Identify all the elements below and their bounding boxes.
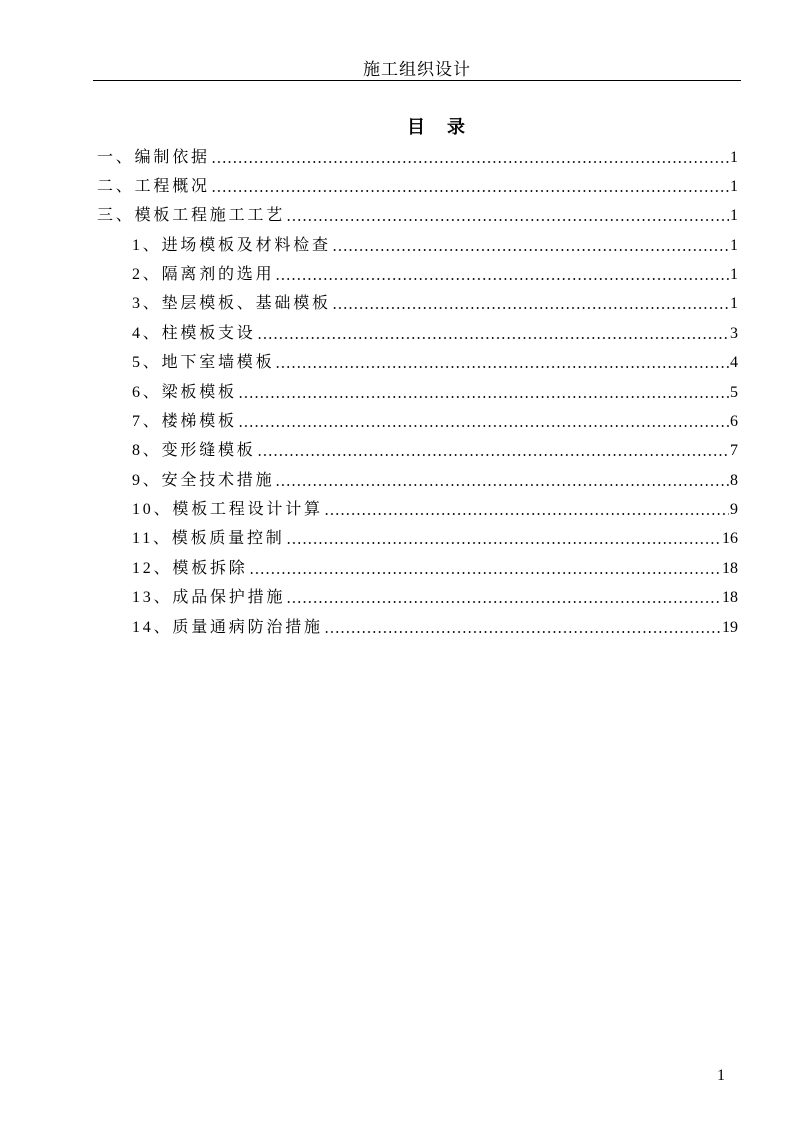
toc-entry-page: 7: [730, 442, 738, 460]
toc-subentry: [93, 436, 741, 465]
toc-leader-dots: [332, 231, 729, 260]
page-number: 1: [717, 1067, 725, 1084]
toc-entry-page: 6: [730, 412, 738, 430]
toc-entry-page: 9: [730, 501, 738, 518]
toc-entry-label: 1、进场模板及材料检查: [132, 236, 331, 254]
toc-subentry: [93, 466, 741, 495]
toc-entry-label: 12、模板拆除: [132, 559, 248, 577]
toc-leader-dots: [257, 319, 729, 348]
toc-entry-page: 19: [722, 618, 738, 636]
toc-entry-page: 18: [722, 559, 738, 577]
toc-subentry: [93, 524, 741, 553]
toc-title: 目 录: [407, 117, 467, 137]
toc-entry-label: 2、隔离剂的选用: [132, 266, 275, 283]
toc-entry-page: 4: [730, 354, 738, 372]
toc-subentry: [93, 613, 741, 642]
toc-leader-dots: [249, 554, 721, 583]
toc-subentry: [93, 378, 741, 407]
toc-entry-page: 18: [722, 589, 738, 607]
header-rule: [93, 80, 741, 81]
toc-leader-dots: [286, 524, 721, 553]
toc-entry-label: 6、梁板模板: [132, 383, 237, 401]
toc-entry-page: 5: [730, 383, 738, 401]
toc-leader-dots: [238, 378, 729, 407]
toc-leader-dots: [211, 143, 729, 172]
toc-subentry: [93, 583, 741, 612]
toc-subentry: [93, 231, 741, 260]
table-of-contents: [93, 143, 741, 642]
toc-leader-dots: [286, 201, 729, 230]
toc-entry-page: 1: [730, 177, 738, 195]
toc-entry-label: 10、模板工程设计计算: [132, 501, 323, 518]
toc-leader-dots: [211, 172, 729, 201]
toc-entry-page: 1: [730, 295, 738, 313]
toc-subentry: [93, 495, 741, 524]
toc-subentry: [93, 554, 741, 583]
toc-leader-dots: [324, 495, 729, 524]
toc-entry: [93, 201, 741, 230]
toc-entry-label: 4、柱模板支设: [132, 324, 256, 342]
toc-subentry: [93, 348, 741, 377]
toc-subentry: [93, 289, 741, 318]
toc-entry-label: 9、安全技术措施: [132, 471, 275, 489]
toc-leader-dots: [286, 583, 721, 612]
toc-entry-label: 二、工程概况: [97, 177, 210, 195]
toc-leader-dots: [275, 348, 729, 377]
toc-entry-label: 三、模板工程施工工艺: [97, 207, 286, 225]
toc-subentry: [93, 260, 741, 289]
toc-entry-label: 一、编制依据: [97, 148, 210, 166]
toc-entry-label: 3、垫层模板、基础模板: [132, 295, 331, 313]
toc-leader-dots: [257, 436, 729, 465]
toc-entry-page: 8: [730, 471, 738, 489]
toc-entry-label: 7、楼梯模板: [132, 412, 237, 430]
running-header: 施工组织设计: [363, 60, 471, 79]
toc-leader-dots: [332, 289, 729, 318]
toc-leader-dots: [324, 613, 721, 642]
toc-entry-page: 16: [722, 530, 738, 548]
toc-subentry: [93, 319, 741, 348]
toc-leader-dots: [275, 260, 729, 289]
toc-subentry: [93, 407, 741, 436]
toc-leader-dots: [238, 407, 729, 436]
toc-entry-page: 1: [730, 148, 738, 166]
toc-entry-label: 8、变形缝模板: [132, 442, 256, 460]
toc-entry-page: 1: [730, 236, 738, 254]
toc-entry-label: 13、成品保护措施: [132, 589, 286, 607]
toc-entry-label: 14、质量通病防治措施: [132, 618, 323, 636]
toc-entry-page: 1: [730, 207, 738, 225]
toc-leader-dots: [275, 466, 729, 495]
toc-entry-label: 5、地下室墙模板: [132, 354, 275, 372]
toc-entry-label: 11、模板质量控制: [132, 530, 285, 548]
toc-entry-page: 1: [730, 266, 738, 283]
toc-entry: [93, 172, 741, 201]
toc-entry: [93, 143, 741, 172]
toc-entry-page: 3: [730, 324, 738, 342]
